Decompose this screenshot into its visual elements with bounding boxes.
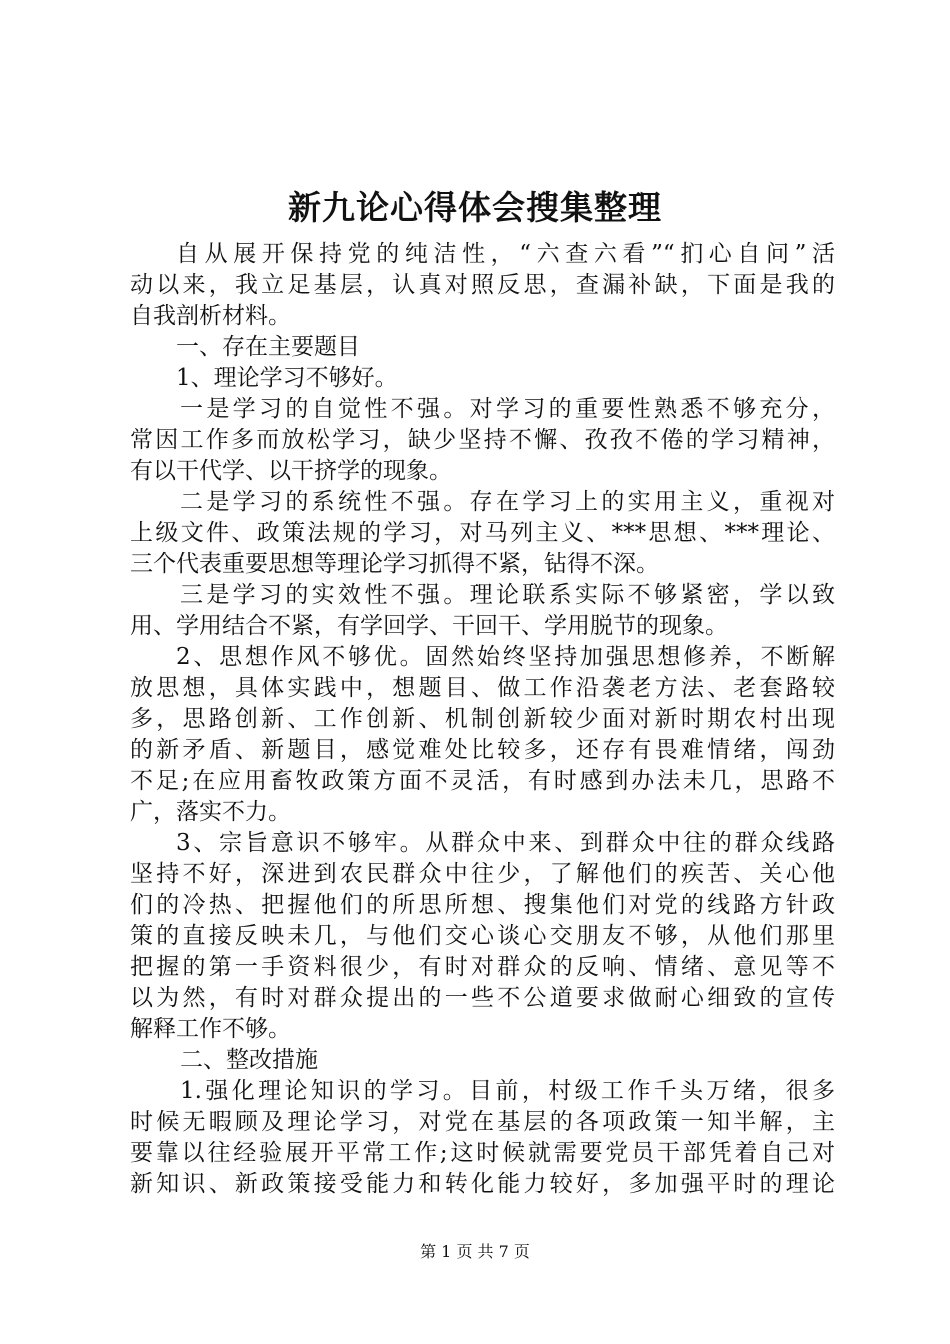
text-line: 三是学习的实效性不强。理论联系实际不够紧密，学以致 xyxy=(180,582,835,608)
text-line: 多，思路创新、工作创新、机制创新较少面对新时期农村出现 xyxy=(130,706,835,732)
text-line: 2、思想作风不够优。固然始终坚持加强思想修养，不断解 xyxy=(176,644,835,670)
text-line: 1.强化理论知识的学习。目前，村级工作千头万绪，很多 xyxy=(180,1078,835,1104)
text-line: 广，落实不力。 xyxy=(130,799,291,825)
text-line: 策的直接反映未几，与他们交心谈心交朋友不够，从他们那里 xyxy=(130,923,835,949)
text-line: 坚持不好，深进到农民群众中往少，了解他们的疾苦、关心他 xyxy=(130,861,835,887)
text-line: 自从展开保持党的纯洁性，“六查六看”“扪心自问”活 xyxy=(176,241,835,267)
text-line: 新知识、新政策接受能力和转化能力较好，多加强平时的理论 xyxy=(130,1171,835,1197)
text-line: 把握的第一手资料很少，有时对群众的反响、情绪、意见等不 xyxy=(130,954,835,980)
document-title: 新九论心得体会搜集整理 xyxy=(288,188,662,227)
text-line: 放思想，具体实践中，想题目、做工作沿袭老方法、老套路较 xyxy=(130,675,835,701)
text-line: 以为然，有时对群众提出的一些不公道要求做耐心细致的宣传 xyxy=(130,985,835,1011)
text-line: 二是学习的系统性不强。存在学习上的实用主义，重视对 xyxy=(180,489,835,515)
text-line: 三个代表重要思想等理论学习抓得不紧，钻得不深。 xyxy=(130,551,659,577)
section-heading: 二、整改措施 xyxy=(180,1047,318,1073)
page-footer: 第 1 页 共 7 页 xyxy=(420,1242,530,1261)
subsection-heading: 1、理论学习不够好。 xyxy=(176,365,398,391)
text-line: 要靠以往经验展开平常工作;这时候就需要党员干部凭着自己对 xyxy=(130,1140,835,1166)
section-heading: 一、存在主要题目 xyxy=(176,334,360,360)
text-line: 自我剖析材料。 xyxy=(130,303,291,329)
text-line: 用、学用结合不紧，有学回学、干回干、学用脱节的现象。 xyxy=(130,613,728,639)
text-line: 不足;在应用畜牧政策方面不灵活，有时感到办法未几，思路不 xyxy=(130,768,835,794)
text-line: 常因工作多而放松学习，缺少坚持不懈、孜孜不倦的学习精神， xyxy=(130,427,835,453)
text-line: 的新矛盾、新题目，感觉难处比较多，还存有畏难情绪，闯劲 xyxy=(130,737,835,763)
text-line: 上级文件、政策法规的学习，对马列主义、***思想、***理论、 xyxy=(130,520,835,546)
document-body xyxy=(130,239,835,1200)
text-line: 们的冷热、把握他们的所思所想、搜集他们对党的线路方针政 xyxy=(130,892,835,918)
text-line: 一是学习的自觉性不强。对学习的重要性熟悉不够充分， xyxy=(180,396,835,422)
text-line: 解释工作不够。 xyxy=(130,1016,291,1042)
text-line: 时候无暇顾及理论学习，对党在基层的各项政策一知半解，主 xyxy=(130,1109,835,1135)
text-line: 动以来，我立足基层，认真对照反思，查漏补缺，下面是我的 xyxy=(130,272,835,298)
text-line: 3、宗旨意识不够牢。从群众中来、到群众中往的群众线路 xyxy=(176,830,835,856)
text-line: 有以干代学、以干挤学的现象。 xyxy=(130,458,452,484)
